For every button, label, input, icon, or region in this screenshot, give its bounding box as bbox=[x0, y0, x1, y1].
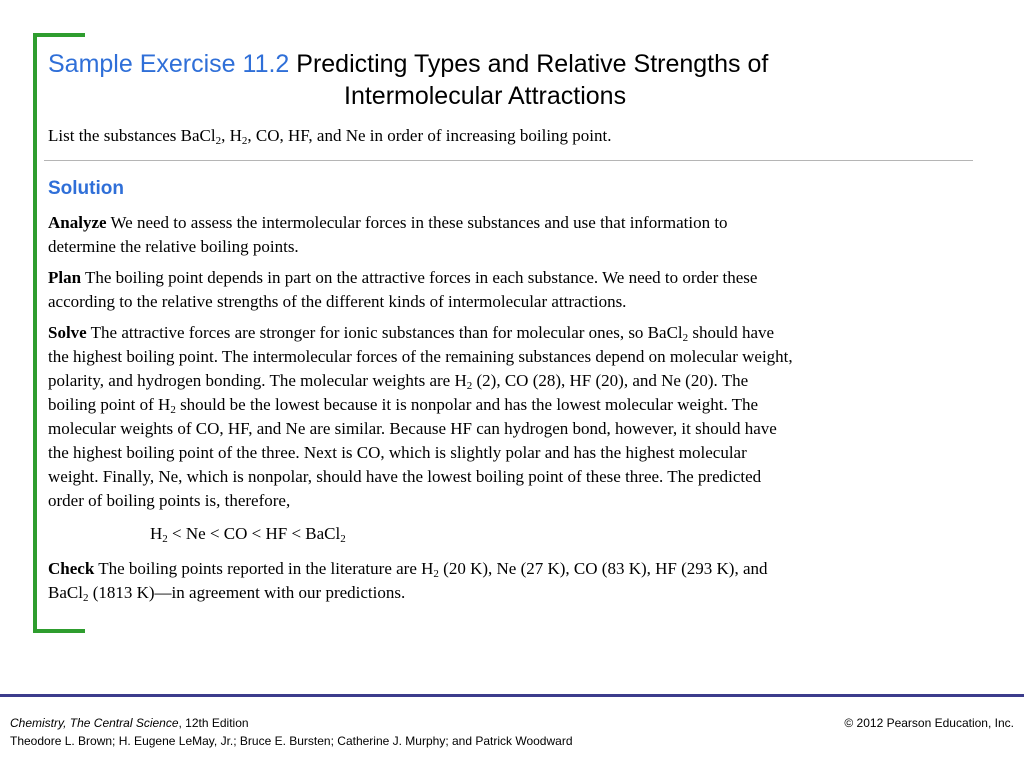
subscript: 2 bbox=[682, 332, 689, 344]
solution-heading: Solution bbox=[48, 178, 124, 199]
check-label: Check bbox=[48, 559, 95, 578]
check-text: BaCl bbox=[48, 583, 83, 602]
analyze-paragraph bbox=[48, 211, 948, 259]
footer-divider bbox=[0, 694, 1024, 697]
solve-text: The attractive forces are stronger for ionic substances than for molecular ones, so BaCl bbox=[86, 323, 683, 342]
check-line-2 bbox=[48, 581, 948, 605]
equation-text: H bbox=[150, 524, 163, 543]
plan-line-2: according to the relative strengths of the different kinds of intermolecular attractions. bbox=[48, 292, 627, 311]
solve-line-5: molecular weights of CO, HF, and Ne are similar. Because HF can hydrogen bond, however, it should have bbox=[48, 419, 777, 438]
bracket-bottom bbox=[33, 629, 85, 633]
solution-body bbox=[48, 211, 948, 612]
title-text-1: Predicting Types and Relative Strengths of bbox=[296, 50, 769, 78]
solve-line-6: the highest boiling point of the three. Next is CO, which is slightly polar and has the highest molecular bbox=[48, 443, 747, 462]
solve-label: Solve bbox=[48, 323, 87, 342]
solve-line-7: weight. Finally, Ne, which is nonpolar, should have the lowest boiling point of these three. The predicted bbox=[48, 467, 762, 486]
footer-citation bbox=[10, 714, 573, 750]
subscript: 2 bbox=[241, 135, 248, 147]
solve-text: boiling point of H bbox=[48, 395, 171, 414]
solve-text: should have bbox=[688, 323, 775, 342]
solve-line-3 bbox=[48, 369, 948, 393]
prompt-text: List the substances BaCl bbox=[48, 126, 216, 145]
check-text: (20 K), Ne (27 K), CO (83 K), HF (293 K), and bbox=[438, 559, 768, 578]
book-title: Chemistry, The Central Science bbox=[10, 716, 179, 730]
slide-title bbox=[48, 48, 988, 112]
solve-line-4 bbox=[48, 393, 948, 417]
check-line-1 bbox=[48, 557, 948, 581]
prompt-text: , H bbox=[221, 126, 242, 145]
exercise-label: Sample Exercise 11.2 bbox=[48, 50, 290, 78]
plan-paragraph bbox=[48, 266, 948, 314]
plan-label: Plan bbox=[48, 268, 82, 287]
analyze-line-2: determine the relative boiling points. bbox=[48, 237, 299, 256]
analyze-label: Analyze bbox=[48, 213, 107, 232]
solve-text: (2), CO (28), HF (20), and Ne (20). The bbox=[472, 371, 749, 390]
solve-line-2: the highest boiling point. The intermolecular forces of the remaining substances depend on molecular weight, bbox=[48, 347, 793, 366]
subscript: 2 bbox=[162, 533, 168, 545]
equation-text: < Ne < CO < HF < BaCl bbox=[167, 524, 341, 543]
exercise-prompt bbox=[48, 125, 612, 147]
subscript: 2 bbox=[340, 533, 346, 545]
solve-text: should be the lowest because it is nonpolar and has the lowest molecular weight. The bbox=[175, 395, 759, 414]
bracket-vertical bbox=[33, 33, 37, 633]
check-paragraph bbox=[48, 557, 948, 605]
analyze-line-1 bbox=[48, 211, 948, 235]
prompt-text: , CO, HF, and Ne in order of increasing boiling point. bbox=[247, 126, 612, 145]
solve-paragraph bbox=[48, 321, 948, 513]
footer-authors: Theodore L. Brown; H. Eugene LeMay, Jr.; Bruce E. Bursten; Catherine J. Murphy; and Patrick Woodward bbox=[10, 734, 573, 748]
bracket-top bbox=[33, 33, 85, 37]
title-line-2: Intermolecular Attractions bbox=[344, 82, 627, 110]
book-edition: , 12th Edition bbox=[178, 716, 249, 730]
subscript: 2 bbox=[170, 404, 176, 416]
divider bbox=[44, 160, 973, 161]
solve-text: polarity, and hydrogen bonding. The molecular weights are H bbox=[48, 371, 467, 390]
check-text: (1813 K)—in agreement with our predictions. bbox=[88, 583, 406, 602]
check-text: The boiling points reported in the literature are H bbox=[94, 559, 434, 578]
title-line-1 bbox=[48, 48, 988, 80]
subscript: 2 bbox=[215, 135, 222, 147]
footer-copyright: © 2012 Pearson Education, Inc. bbox=[844, 716, 1014, 730]
subscript: 2 bbox=[466, 380, 473, 392]
solve-line-1 bbox=[48, 321, 948, 345]
plan-text: The boiling point depends in part on the attractive forces in each substance. We need to order these bbox=[81, 268, 758, 287]
solve-line-8: order of boiling points is, therefore, bbox=[48, 491, 291, 510]
subscript: 2 bbox=[433, 568, 439, 580]
analyze-text: We need to assess the intermolecular forces in these substances and use that information to bbox=[106, 213, 728, 232]
footer-book-line bbox=[10, 714, 573, 732]
boiling-point-order-equation bbox=[48, 522, 948, 546]
subscript: 2 bbox=[82, 592, 89, 604]
plan-line-1 bbox=[48, 266, 948, 290]
